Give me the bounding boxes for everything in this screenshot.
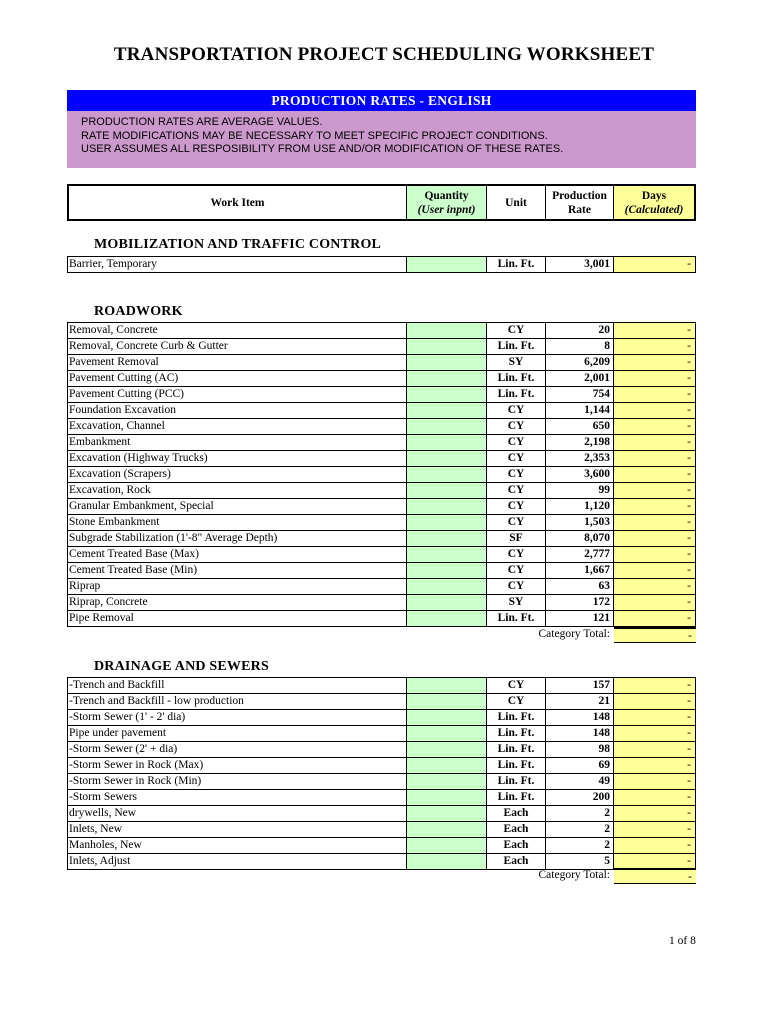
production-rate-cell: 1,667 xyxy=(546,563,614,578)
work-item-cell: Pavement Removal xyxy=(68,355,407,370)
production-rate-cell: 172 xyxy=(546,595,614,610)
work-item-cell: Riprap xyxy=(68,579,407,594)
table-row xyxy=(67,256,696,273)
work-item-cell: -Storm Sewer (2' + dia) xyxy=(68,742,407,757)
work-item-cell: -Storm Sewer (1' - 2' dia) xyxy=(68,710,407,725)
days-cell: - xyxy=(614,403,695,418)
quantity-input-cell[interactable] xyxy=(407,257,487,272)
production-rate-cell: 3,001 xyxy=(546,257,614,272)
quantity-input-cell[interactable] xyxy=(407,774,487,789)
work-item-cell: Excavation (Highway Trucks) xyxy=(68,451,407,466)
production-rate-cell: 49 xyxy=(546,774,614,789)
category-total-label: Category Total: xyxy=(538,628,610,640)
table-row xyxy=(67,677,696,694)
days-cell: - xyxy=(614,838,695,853)
table-row xyxy=(67,451,696,467)
unit-cell: CY xyxy=(487,499,546,514)
production-rate-cell: 98 xyxy=(546,742,614,757)
unit-cell: SY xyxy=(487,595,546,610)
work-item-cell: -Trench and Backfill xyxy=(68,678,407,693)
table-row xyxy=(67,531,696,547)
unit-cell: Lin. Ft. xyxy=(487,758,546,773)
quantity-input-cell[interactable] xyxy=(407,499,487,514)
days-cell: - xyxy=(614,371,695,386)
disclaimer-notes xyxy=(67,111,696,168)
work-item-cell: Subgrade Stabilization (1'-8" Average Depth) xyxy=(68,531,407,546)
production-rate-cell: 148 xyxy=(546,726,614,741)
unit-cell: CY xyxy=(487,563,546,578)
production-rate-cell: 5 xyxy=(546,854,614,869)
quantity-input-cell[interactable] xyxy=(407,451,487,466)
work-item-cell: Pavement Cutting (PCC) xyxy=(68,387,407,402)
quantity-input-cell[interactable] xyxy=(407,563,487,578)
quantity-input-cell[interactable] xyxy=(407,547,487,562)
quantity-input-cell[interactable] xyxy=(407,758,487,773)
production-rate-cell: 99 xyxy=(546,483,614,498)
table-row xyxy=(67,742,696,758)
days-cell: - xyxy=(614,579,695,594)
work-item-cell: Removal, Concrete Curb & Gutter xyxy=(68,339,407,354)
quantity-input-cell[interactable] xyxy=(407,595,487,610)
days-cell: - xyxy=(614,742,695,757)
unit-cell: CY xyxy=(487,403,546,418)
unit-cell: CY xyxy=(487,694,546,709)
quantity-input-cell[interactable] xyxy=(407,419,487,434)
days-cell: - xyxy=(614,758,695,773)
unit-cell: CY xyxy=(487,451,546,466)
production-rate-cell: 2,777 xyxy=(546,547,614,562)
table-row xyxy=(67,758,696,774)
unit-cell: Lin. Ft. xyxy=(487,774,546,789)
work-item-cell: Inlets, Adjust xyxy=(68,854,407,869)
category-total-value: - xyxy=(614,627,696,643)
category-total xyxy=(67,627,696,643)
quantity-input-cell[interactable] xyxy=(407,403,487,418)
quantity-input-cell[interactable] xyxy=(407,371,487,386)
unit-cell: Lin. Ft. xyxy=(487,387,546,402)
header-quantity: Quantity (User inpnt) xyxy=(407,186,487,219)
work-item-cell: Manholes, New xyxy=(68,838,407,853)
days-cell: - xyxy=(614,611,695,626)
days-cell: - xyxy=(614,419,695,434)
quantity-input-cell[interactable] xyxy=(407,710,487,725)
page-title: TRANSPORTATION PROJECT SCHEDULING WORKSHEET xyxy=(113,44,655,65)
unit-cell: CY xyxy=(487,467,546,482)
production-rate-cell: 69 xyxy=(546,758,614,773)
production-rate-cell: 1,503 xyxy=(546,515,614,530)
category-heading: DRAINAGE AND SEWERS xyxy=(94,659,269,674)
category-total xyxy=(67,868,696,884)
header-work-item: Work Item xyxy=(69,186,407,219)
unit-cell: Lin. Ft. xyxy=(487,710,546,725)
table-row xyxy=(67,726,696,742)
quantity-input-cell[interactable] xyxy=(407,339,487,354)
page-number: 1 of 8 xyxy=(669,935,696,947)
table-row xyxy=(67,547,696,563)
table-row xyxy=(67,435,696,451)
unit-cell: Lin. Ft. xyxy=(487,339,546,354)
work-item-cell: Excavation, Rock xyxy=(68,483,407,498)
table-row xyxy=(67,483,696,499)
table-row xyxy=(67,694,696,710)
production-rate-cell: 20 xyxy=(546,323,614,338)
days-cell: - xyxy=(614,531,695,546)
table-row xyxy=(67,403,696,419)
production-rate-cell: 2,001 xyxy=(546,371,614,386)
unit-cell: Lin. Ft. xyxy=(487,257,546,272)
quantity-input-cell[interactable] xyxy=(407,838,487,853)
category-table xyxy=(67,256,696,273)
production-rate-cell: 6,209 xyxy=(546,355,614,370)
work-item-cell: Embankment xyxy=(68,435,407,450)
unit-cell: CY xyxy=(487,483,546,498)
production-rate-cell: 2,198 xyxy=(546,435,614,450)
table-row xyxy=(67,710,696,726)
days-cell: - xyxy=(614,257,695,272)
work-item-cell: -Trench and Backfill - low production xyxy=(68,694,407,709)
quantity-input-cell[interactable] xyxy=(407,822,487,837)
section-banner: PRODUCTION RATES - ENGLISH xyxy=(67,90,696,111)
table-row xyxy=(67,774,696,790)
work-item-cell: Pavement Cutting (AC) xyxy=(68,371,407,386)
quantity-input-cell[interactable] xyxy=(407,579,487,594)
days-cell: - xyxy=(614,806,695,821)
table-row xyxy=(67,322,696,339)
quantity-input-cell[interactable] xyxy=(407,678,487,693)
table-row xyxy=(67,579,696,595)
production-rate-cell: 3,600 xyxy=(546,467,614,482)
quantity-input-cell[interactable] xyxy=(407,483,487,498)
quantity-input-cell[interactable] xyxy=(407,515,487,530)
table-row xyxy=(67,806,696,822)
work-item-cell: Pipe Removal xyxy=(68,611,407,626)
production-rate-cell: 8,070 xyxy=(546,531,614,546)
days-cell: - xyxy=(614,435,695,450)
work-item-cell: Excavation (Scrapers) xyxy=(68,467,407,482)
category-heading: ROADWORK xyxy=(94,304,183,319)
table-row xyxy=(67,515,696,531)
production-rate-cell: 21 xyxy=(546,694,614,709)
table-row xyxy=(67,387,696,403)
work-item-cell: Barrier, Temporary xyxy=(68,257,407,272)
category-total-value: - xyxy=(614,868,696,884)
work-item-cell: -Storm Sewer in Rock (Max) xyxy=(68,758,407,773)
production-rate-cell: 754 xyxy=(546,387,614,402)
quantity-input-cell[interactable] xyxy=(407,531,487,546)
quantity-input-cell[interactable] xyxy=(407,323,487,338)
table-header xyxy=(67,184,696,221)
days-cell: - xyxy=(614,790,695,805)
production-rate-cell: 157 xyxy=(546,678,614,693)
category-total-label: Category Total: xyxy=(538,869,610,881)
quantity-input-cell[interactable] xyxy=(407,355,487,370)
quantity-input-cell[interactable] xyxy=(407,742,487,757)
work-item-cell: Cement Treated Base (Max) xyxy=(68,547,407,562)
unit-cell: CY xyxy=(487,515,546,530)
work-item-cell: -Storm Sewer in Rock (Min) xyxy=(68,774,407,789)
unit-cell: CY xyxy=(487,678,546,693)
unit-cell: CY xyxy=(487,435,546,450)
work-item-cell: -Storm Sewers xyxy=(68,790,407,805)
days-cell: - xyxy=(614,547,695,562)
table-row xyxy=(67,339,696,355)
unit-cell: Each xyxy=(487,838,546,853)
unit-cell: Lin. Ft. xyxy=(487,790,546,805)
days-cell: - xyxy=(614,774,695,789)
quantity-input-cell[interactable] xyxy=(407,854,487,869)
days-cell: - xyxy=(614,822,695,837)
days-cell: - xyxy=(614,595,695,610)
quantity-input-cell[interactable] xyxy=(407,694,487,709)
note-line: RATE MODIFICATIONS MAY BE NECESSARY TO MEET SPECIFIC PROJECT CONDITIONS. xyxy=(81,129,548,142)
unit-cell: Each xyxy=(487,806,546,821)
production-rate-cell: 8 xyxy=(546,339,614,354)
unit-cell: Lin. Ft. xyxy=(487,742,546,757)
header-production-rate: Production Rate xyxy=(546,186,614,219)
production-rate-cell: 2 xyxy=(546,822,614,837)
days-cell: - xyxy=(614,483,695,498)
days-cell: - xyxy=(614,355,695,370)
days-cell: - xyxy=(614,467,695,482)
unit-cell: Lin. Ft. xyxy=(487,726,546,741)
quantity-input-cell[interactable] xyxy=(407,387,487,402)
note-line: USER ASSUMES ALL RESPOSIBILITY FROM USE AND/OR MODIFICATION OF THESE RATES. xyxy=(81,143,564,155)
table-row xyxy=(67,822,696,838)
days-cell: - xyxy=(614,515,695,530)
days-cell: - xyxy=(614,694,695,709)
category-table xyxy=(67,677,696,870)
table-row xyxy=(67,790,696,806)
work-item-cell: Foundation Excavation xyxy=(68,403,407,418)
days-cell: - xyxy=(614,678,695,693)
quantity-input-cell[interactable] xyxy=(407,790,487,805)
work-item-cell: drywells, New xyxy=(68,806,407,821)
header-days: Days (Calculated) xyxy=(614,186,694,219)
days-cell: - xyxy=(614,339,695,354)
days-cell: - xyxy=(614,563,695,578)
unit-cell: SY xyxy=(487,355,546,370)
note-line: PRODUCTION RATES ARE AVERAGE VALUES. xyxy=(81,116,323,128)
category-table xyxy=(67,322,696,627)
work-item-cell: Granular Embankment, Special xyxy=(68,499,407,514)
table-row xyxy=(67,563,696,579)
days-cell: - xyxy=(614,323,695,338)
table-row xyxy=(67,611,696,627)
days-cell: - xyxy=(614,499,695,514)
work-item-cell: Excavation, Channel xyxy=(68,419,407,434)
days-cell: - xyxy=(614,726,695,741)
quantity-input-cell[interactable] xyxy=(407,726,487,741)
days-cell: - xyxy=(614,854,695,869)
unit-cell: SF xyxy=(487,531,546,546)
quantity-input-cell[interactable] xyxy=(407,435,487,450)
unit-cell: CY xyxy=(487,547,546,562)
production-rate-cell: 63 xyxy=(546,579,614,594)
header-unit: Unit xyxy=(487,186,546,219)
table-row xyxy=(67,355,696,371)
table-row xyxy=(67,419,696,435)
unit-cell: CY xyxy=(487,323,546,338)
table-row xyxy=(67,595,696,611)
work-item-cell: Pipe under pavement xyxy=(68,726,407,741)
table-row xyxy=(67,499,696,515)
work-item-cell: Removal, Concrete xyxy=(68,323,407,338)
table-row xyxy=(67,371,696,387)
unit-cell: CY xyxy=(487,579,546,594)
quantity-input-cell[interactable] xyxy=(407,611,487,626)
production-rate-cell: 2 xyxy=(546,838,614,853)
days-cell: - xyxy=(614,387,695,402)
work-item-cell: Stone Embankment xyxy=(68,515,407,530)
work-item-cell: Riprap, Concrete xyxy=(68,595,407,610)
work-item-cell: Cement Treated Base (Min) xyxy=(68,563,407,578)
unit-cell: Each xyxy=(487,854,546,869)
production-rate-cell: 1,144 xyxy=(546,403,614,418)
production-rate-cell: 2 xyxy=(546,806,614,821)
quantity-input-cell[interactable] xyxy=(407,467,487,482)
unit-cell: CY xyxy=(487,419,546,434)
unit-cell: Each xyxy=(487,822,546,837)
unit-cell: Lin. Ft. xyxy=(487,371,546,386)
production-rate-cell: 200 xyxy=(546,790,614,805)
days-cell: - xyxy=(614,710,695,725)
days-cell: - xyxy=(614,451,695,466)
work-item-cell: Inlets, New xyxy=(68,822,407,837)
production-rate-cell: 121 xyxy=(546,611,614,626)
production-rate-cell: 2,353 xyxy=(546,451,614,466)
production-rate-cell: 1,120 xyxy=(546,499,614,514)
unit-cell: Lin. Ft. xyxy=(487,611,546,626)
production-rate-cell: 148 xyxy=(546,710,614,725)
category-heading: MOBILIZATION AND TRAFFIC CONTROL xyxy=(94,237,382,252)
quantity-input-cell[interactable] xyxy=(407,806,487,821)
production-rate-cell: 650 xyxy=(546,419,614,434)
table-row xyxy=(67,838,696,854)
table-row xyxy=(67,467,696,483)
